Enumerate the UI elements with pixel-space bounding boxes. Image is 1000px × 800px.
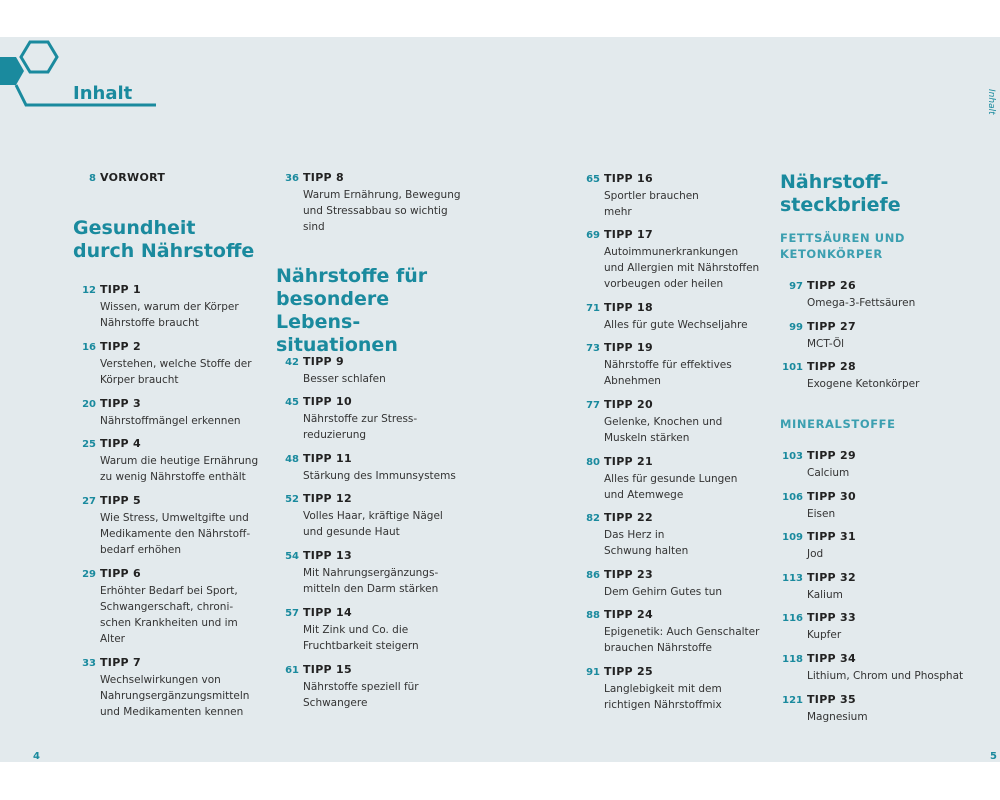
toc-entry-description: Jod [807,548,824,560]
toc-entry-label: TIPP 29 [807,449,856,462]
toc-entry-description: Mit Zink und Co. die Fruchtbarkeit steigern [303,624,419,652]
toc-page-number: 91 [586,667,600,678]
toc-entry-label: TIPP 6 [100,567,142,580]
toc-entry-description: Alles für gute Wechseljahre [604,319,748,331]
toc-entry-label: TIPP 26 [807,279,856,292]
toc-entry-label: TIPP 10 [303,395,352,408]
toc-page-number: 106 [782,492,803,503]
toc-page-number: 12 [82,285,96,296]
page-number-right: 5 [990,751,997,762]
toc-entry-description: Nährstoffmängel erkennen [100,415,241,427]
hexagon-logo-icon [0,37,170,117]
toc-entry-label: TIPP 4 [100,437,142,450]
toc-page-number: 69 [586,230,600,241]
toc-entry-description: Nährstoffe speziell für Schwangere [303,681,419,709]
toc-entry-label: TIPP 3 [100,397,142,410]
toc-entry-label: TIPP 28 [807,360,856,373]
toc-entry-description: Warum die heutige Ernährung zu wenig Nährstoffe enthält [100,455,259,483]
toc-entry-description: Alles für gesunde Lungen und Atemwege [604,473,738,501]
toc-page-number: 118 [782,654,803,665]
toc-page-number: 116 [782,613,803,624]
toc-page-number: 77 [586,400,600,411]
toc-entry-label: TIPP 2 [100,340,142,353]
toc-entry-description: Dem Gehirn Gutes tun [604,586,723,598]
toc-entry-label: TIPP 31 [807,530,856,543]
toc-entry-description: MCT-Öl [807,338,845,350]
toc-entry-description: Mit Nahrungsergänzungs- mitteln den Darm stärken [303,567,439,595]
toc-entry-label: TIPP 1 [100,283,142,296]
toc-page-number: 48 [285,454,299,465]
toc-page-number: 8 [89,173,96,184]
toc-entry-label: TIPP 5 [100,494,142,507]
subsection-heading: FETTSÄUREN UND KETONKÖRPER [780,231,906,261]
toc-entry-description: Exogene Ketonkörper [807,378,920,390]
toc-entry-description: Omega-3-Fettsäuren [807,297,916,309]
toc-entry-label: TIPP 33 [807,611,856,624]
toc-page-number: 27 [82,496,96,507]
toc-entry-label: TIPP 9 [303,355,345,368]
toc-entry-label: TIPP 7 [100,656,142,669]
toc-entry-label: TIPP 8 [303,171,345,184]
page [0,37,1000,762]
toc-page-number: 36 [285,173,299,184]
toc-page-number: 71 [586,303,600,314]
page-title: Inhalt [73,83,133,104]
toc-page-number: 103 [782,451,803,462]
toc-entry-label: TIPP 11 [303,452,352,465]
toc-entry-description: Wechselwirkungen von Nahrungsergänzungsmitteln und Medikamenten kennen [100,674,250,718]
toc-page-number: 52 [285,494,299,505]
toc-entry-label: VORWORT [100,171,166,184]
toc-page-number: 99 [789,322,803,333]
toc-entry-description: Wissen, warum der Körper Nährstoffe braucht [100,301,239,329]
subsection-heading: MINERALSTOFFE [780,417,896,431]
toc-entry-description: Wie Stress, Umweltgifte und Medikamente den Nährstoff- bedarf erhöhen [100,512,251,556]
toc-entry-description: Stärkung des Immunsystems [303,470,456,482]
toc-entry-label: TIPP 16 [604,172,653,185]
toc-page-number: 82 [586,513,600,524]
toc-entry-description: Magnesium [807,711,868,723]
page-number-left: 4 [33,751,40,762]
toc-entry-label: TIPP 19 [604,341,653,354]
toc-page-number: 109 [782,532,803,543]
toc-page-number: 113 [782,573,803,584]
toc-entry-description: Kupfer [807,629,842,641]
toc-entry-label: TIPP 13 [303,549,352,562]
toc-page-number: 16 [82,342,96,353]
toc-entry-label: TIPP 23 [604,568,653,581]
toc-page-number: 65 [586,174,600,185]
toc-page-number: 97 [789,281,803,292]
toc-entry-label: TIPP 30 [807,490,856,503]
toc-page-number: 57 [285,608,299,619]
section-heading: Nährstoff- steckbriefe [780,171,901,216]
toc-page-number: 121 [782,695,803,706]
toc-page-number: 20 [82,399,96,410]
toc-entry-label: TIPP 12 [303,492,352,505]
toc-entry-description: Lithium, Chrom und Phosphat [807,670,964,682]
toc-page-number: 25 [82,439,96,450]
toc-page-number: 88 [586,610,600,621]
toc-entry-description: Langlebigkeit mit dem richtigen Nährstoffmix [604,683,722,711]
toc-entry-description: Kalium [807,589,843,601]
toc-page-number: 33 [82,658,96,669]
toc-entry-label: TIPP 32 [807,571,856,584]
toc-entry-label: TIPP 21 [604,455,653,468]
toc-entry-label: TIPP 14 [303,606,352,619]
toc-page-number: 101 [782,362,803,373]
toc-page-number: 54 [285,551,299,562]
side-label: Inhalt [986,89,996,115]
toc-entry-label: TIPP 25 [604,665,653,678]
toc-page-number: 86 [586,570,600,581]
toc-entry-label: TIPP 20 [604,398,653,411]
toc-entry-description: Calcium [807,467,850,479]
toc-entry-label: TIPP 17 [604,228,653,241]
toc-entry-description: Das Herz in Schwung halten [604,529,689,557]
toc-entry-label: TIPP 34 [807,652,856,665]
toc-entry-description: Autoimmunerkrankungen und Allergien mit Nährstoffen vorbeugen oder heilen [604,246,760,290]
section-heading: Nährstoffe für besondere Lebens- situationen [276,265,428,356]
toc-entry-description: Sportler brauchen mehr [604,190,699,218]
toc-entry-description: Eisen [807,508,836,520]
toc-entry-label: TIPP 27 [807,320,856,333]
toc-entry-description: Verstehen, welche Stoffe der Körper braucht [100,358,252,386]
toc-entry-description: Volles Haar, kräftige Nägel und gesunde Haut [303,510,443,538]
toc-entry-description: Erhöhter Bedarf bei Sport, Schwangerschaft, chroni- schen Krankheiten und im Alter [100,585,238,645]
toc-page-number: 29 [82,569,96,580]
toc-entry-description: Warum Ernährung, Bewegung und Stressabbau so wichtig sind [303,189,461,233]
toc-page-number: 61 [285,665,299,676]
section-heading: Gesundheit durch Nährstoffe [73,217,255,262]
toc-entry-description: Gelenke, Knochen und Muskeln stärken [604,416,723,444]
toc-entry-description: Nährstoffe zur Stress- reduzierung [303,413,418,441]
toc-entry-description: Epigenetik: Auch Genschalter brauchen Nährstoffe [604,626,760,654]
toc-entry-description: Nährstoffe für effektives Abnehmen [604,359,732,387]
toc-page-number: 45 [285,397,299,408]
toc-entry-label: TIPP 15 [303,663,352,676]
toc-entry-label: TIPP 18 [604,301,653,314]
toc-entry-label: TIPP 24 [604,608,653,621]
toc-page-number: 73 [586,343,600,354]
toc-page-number: 80 [586,457,600,468]
toc-entry-label: TIPP 22 [604,511,653,524]
toc-page-number: 42 [285,357,299,368]
toc-entry-label: TIPP 35 [807,693,856,706]
toc-entry-description: Besser schlafen [303,373,386,385]
